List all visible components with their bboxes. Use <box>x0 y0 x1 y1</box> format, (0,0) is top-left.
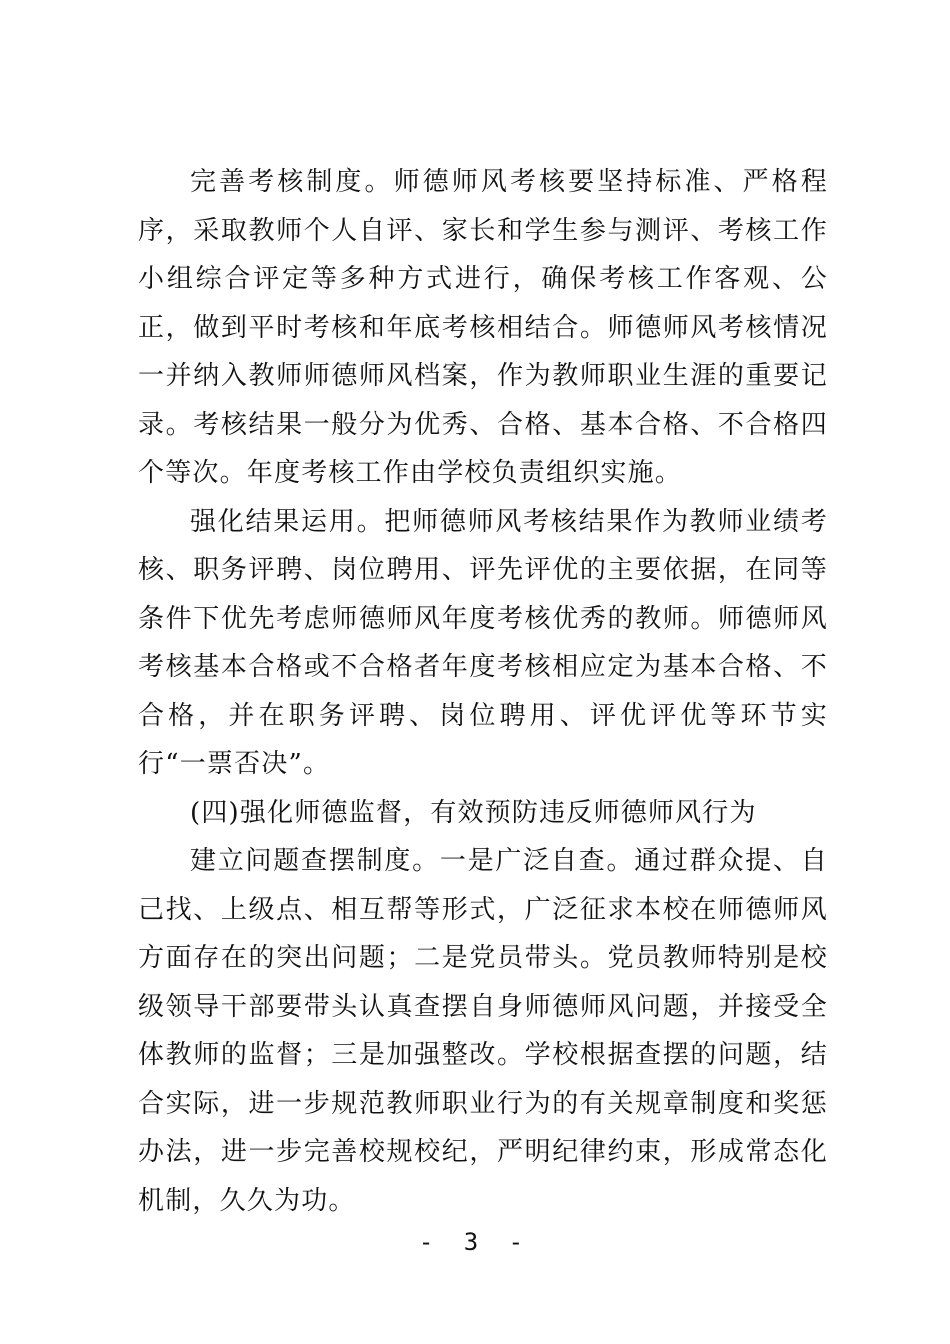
paragraph-result-application: 强化结果运用。把师德师风考核结果作为教师业绩考核、职务评聘、岗位聘用、评先评优的主要依据，在同等条件下优先考虑师德师风年度考核优秀的教师。师德师风考核基本合格或不合格者年度考核相应定为基本合格、不合格，并在职务评聘、岗位聘用、评优评优等环节实行“一票否决”。 <box>138 506 828 779</box>
section-heading-supervision: (四)强化师德监督，有效预防违反师德师风行为 <box>190 797 757 828</box>
document-body <box>138 158 828 1225</box>
page-number: - 3 - <box>418 1228 532 1256</box>
paragraph-assessment-system: 完善考核制度。师德师风考核要坚持标准、严格程序，采取教师个人自评、家长和学生参与测评、考核工作小组综合评定等多种方式进行，确保考核工作客观、公正，做到平时考核和年底考核相结合。师德师风考核情况一并纳入教师师德师风档案，作为教师职业生涯的重要记录。考核结果一般分为优秀、合格、基本合格、不合格四个等次。年度考核工作由学校负责组织实施。 <box>138 167 828 488</box>
paragraph-problem-review: 建立问题查摆制度。一是广泛自查。通过群众提、自己找、上级点、相互帮等形式，广泛征求本校在师德师风方面存在的突出问题；二是党员带头。党员教师特别是校级领导干部要带头认真查摆自身师德师风问题，并接受全体教师的监督；三是加强整改。学校根据查摆的问题，结合实际，进一步规范教师职业行为的有关规章制度和奖惩办法，进一步完善校规校纪，严明纪律约束，形成常态化机制，久久为功。 <box>138 846 828 1216</box>
